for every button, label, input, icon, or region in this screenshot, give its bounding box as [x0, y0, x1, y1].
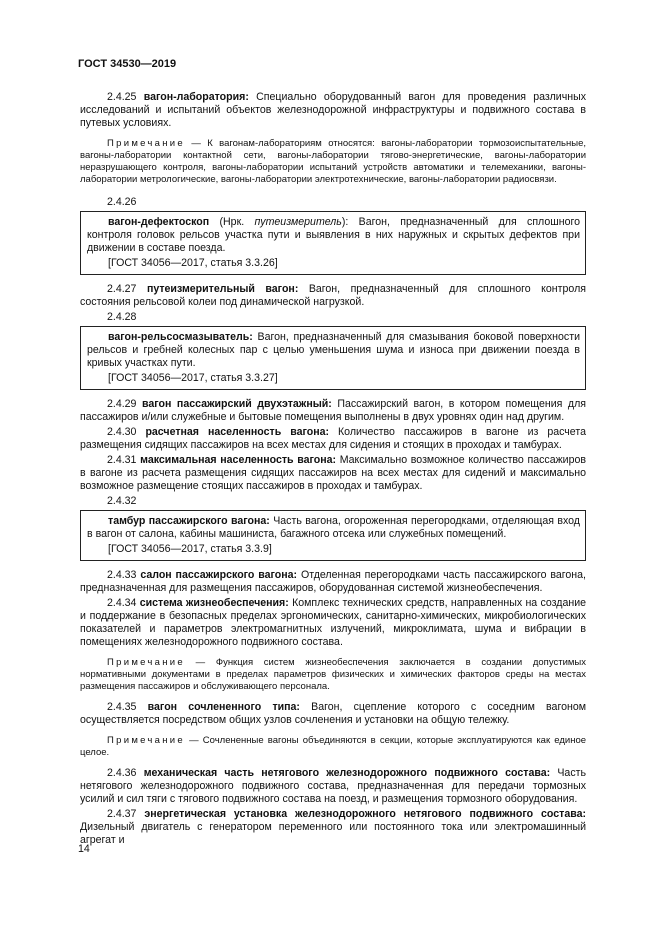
clause-number: 2.4.25 — [107, 91, 137, 103]
clause-text: Максимально возможное количество пассажиров в вагоне из расчета размещения сидящих пассажиров на всех местах для сидений и максимально возможное размещение стоящих пассажиров в проходах и тамбурах. — [80, 454, 587, 492]
clause-term: салон пассажирского вагона: — [140, 569, 298, 581]
clause-2-4-25 — [80, 91, 586, 130]
clause-term: вагон сочлененного типа: — [147, 701, 300, 713]
clause-2-4-32 — [87, 515, 580, 541]
clause-term: вагон-лаборатория: — [143, 91, 249, 103]
clause-text: Вагон, предназначенный для смазывания боковой поверхности рельсов и гребней колесных пар с целью уменьшения шума и износа при движении поезда в кривых участках пути. — [87, 331, 580, 369]
clause-term: расчетная населенность вагона: — [145, 426, 330, 438]
clause-text: Вагон, сцепление которого с соседним вагоном осуществляется посредством общих узлов сочленения и установки на общую тележку. — [80, 701, 586, 726]
note-text: — Функция систем жизнеобеспечения заключается в создании допустимых нормативными документами в пределах параметров физических и химических факторов среды на местах размещения пассажиров и обслуживающего персонала. — [80, 657, 586, 692]
source-reference: [ГОСТ 34056—2017, статья 3.3.27] — [108, 372, 278, 384]
clause-2-4-32-number: 2.4.32 — [107, 495, 137, 507]
clause-term: энергетическая установка железнодорожного нетягового подвижного состава: — [144, 808, 586, 820]
clause-term: вагон-дефектоскоп — [108, 216, 210, 228]
clause-2-4-26-number: 2.4.26 — [107, 196, 137, 208]
clause-text: Комплекс технических средств, направленных на создание и поддержание в безопасных пределах эргономических, санитарно-химических, микробиологических показателей и параметров электромагнитных излучений, микроклимата, шума и вибрации в помещениях железнодорожного подвижного состава. — [80, 597, 586, 648]
clause-text: Количество пассажиров в вагоне из расчета размещения сидящих пассажиров на всех местах для сидения и стоящих в проходах и тамбурах. — [80, 426, 586, 451]
clause-text: Вагон, предназначенный для сплошного контроля головок рельсов участка пути и выявления в них наружных и скрытых дефектов при движении в составе поезда. — [87, 216, 581, 254]
clause-2-4-28 — [87, 331, 580, 370]
clause-text: Вагон, предназначенный для сплошного контроля состояния рельсовой колеи под динамической нагрузкой. — [80, 283, 586, 308]
clause-2-4-37 — [80, 808, 586, 847]
clause-2-4-30 — [80, 426, 586, 452]
clause-number: 2.4.27 — [107, 283, 137, 295]
clause-text: Часть нетягового железнодорожного подвижного состава, предназначенная для передачи тормозных усилий и сил тяги с тягового подвижного состава на поезд, и размещения тормозного оборудования. — [80, 767, 586, 805]
clause-term: механическая часть нетягового железнодорожного подвижного состава: — [143, 767, 551, 779]
note-vagon-laboratory — [80, 138, 586, 186]
clause-text: Дизельный двигатель с генератором переменного или постоянного тока или электромашинный агрегат и — [80, 821, 586, 846]
clause-text: Отделенная перегородками часть пассажирского вагона, предназначенная для размещения пассажиров, оборудованная системой жизнеобеспечения. — [80, 569, 586, 594]
note-life-support — [80, 657, 586, 693]
note-articulated — [80, 735, 586, 759]
clause-term: система жизнеобеспечения: — [139, 597, 289, 609]
clause-text: Специально оборудованный вагон для проведения различных исследований и испытаний объектов железнодорожной инфраструктуры и подвижного состава в путевых условиях. — [80, 91, 586, 129]
clause-2-4-28-number: 2.4.28 — [107, 311, 137, 323]
page-number: 14 — [78, 843, 90, 855]
clause-2-4-35 — [80, 701, 586, 727]
clause-term: вагон пассажирский двухэтажный: — [142, 398, 332, 410]
note-text: — К вагонам-лабораториям относятся: вагоны-лаборатории тормозоиспытательные, вагоны-лаборатории контактной сети, вагоны-лаборатории тягово-энергетические, вагоны-лаборатории неразрушающего контроля, вагоны-лаборатории испытаний устройств автоматики и телемеханики, вагоны-лаборатории метрологические, вагоны-лаборатории электротехнические, вагоны-лаборатории радиосвязи. — [80, 138, 586, 185]
quoted-term-box-2-4-26 — [80, 211, 586, 275]
note-label: Примечание — [107, 657, 185, 668]
clause-number: 2.4.34 — [107, 597, 137, 609]
clause-term: путеизмерительный вагон: — [146, 283, 299, 295]
clause-term: вагон-рельсосмазыватель: — [108, 331, 253, 343]
clause-number: 2.4.36 — [107, 767, 137, 779]
note-label: Примечание — [107, 735, 185, 746]
nrk-open: (Нрк. — [219, 216, 245, 228]
clause-2-4-26 — [87, 216, 580, 255]
clause-number: 2.4.30 — [107, 426, 137, 438]
document-code: ГОСТ 34530—2019 — [78, 58, 177, 70]
clause-number: 2.4.35 — [107, 701, 137, 713]
clause-text: Часть вагона, огороженная перегородками, отделяющая вход в вагон от салона, кабины машиниста, багажного отсека или служебных помещений. — [87, 515, 580, 540]
clause-2-4-36 — [80, 767, 586, 806]
nrk-close: ): — [341, 216, 349, 228]
clause-2-4-34 — [80, 597, 586, 649]
document-body — [80, 91, 586, 847]
clause-2-4-31 — [80, 454, 586, 493]
source-reference: [ГОСТ 34056—2017, статья 3.3.9] — [108, 543, 272, 555]
clause-term: тамбур пассажирского вагона: — [108, 515, 270, 527]
quoted-term-box-2-4-32 — [80, 510, 586, 561]
note-label: Примечание — [107, 138, 185, 149]
clause-term: максимальная населенность вагона: — [140, 454, 337, 466]
clause-number: 2.4.33 — [107, 569, 137, 581]
note-text: — Сочлененные вагоны объединяются в секции, которые эксплуатируются как единое целое. — [80, 735, 587, 758]
clause-number: 2.4.29 — [107, 398, 137, 410]
clause-2-4-27 — [80, 283, 586, 309]
clause-number: 2.4.31 — [107, 454, 137, 466]
clause-number: 2.4.37 — [107, 808, 137, 820]
clause-2-4-29 — [80, 398, 586, 424]
source-reference: [ГОСТ 34056—2017, статья 3.3.26] — [108, 257, 278, 269]
quoted-term-box-2-4-28 — [80, 326, 586, 390]
nrk-term: путеизмеритель — [254, 216, 342, 228]
clause-text: Пассажирский вагон, в котором помещения для пассажиров и/или служебные и бытовые помещения выполнены в двух уровнях один над другим. — [80, 398, 586, 423]
clause-2-4-33 — [80, 569, 586, 595]
